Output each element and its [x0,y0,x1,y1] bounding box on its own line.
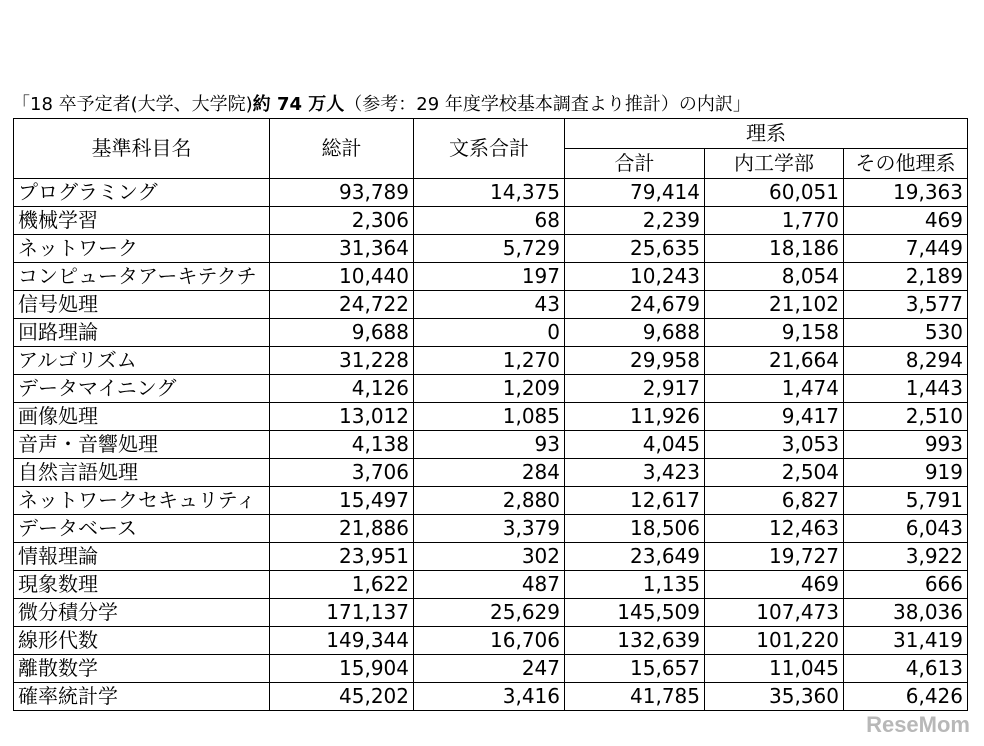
subject-name-cell: 機械学習 [14,207,270,235]
science-total-cell: 9,688 [565,319,705,347]
engineering-cell: 2,504 [705,459,844,487]
engineering-cell: 9,417 [705,403,844,431]
total-cell: 13,012 [270,403,414,431]
engineering-cell: 21,102 [705,291,844,319]
table-row [14,599,968,627]
other-science-cell: 6,043 [844,515,968,543]
total-cell: 10,440 [270,263,414,291]
total-cell: 171,137 [270,599,414,627]
humanities-total-cell: 0 [414,319,565,347]
table-row [14,459,968,487]
table-row [14,683,968,711]
other-science-cell: 2,510 [844,403,968,431]
other-science-cell: 993 [844,431,968,459]
watermark-logo: ReseMom [866,712,970,737]
table-row [14,543,968,571]
table-row [14,627,968,655]
science-total-cell: 15,657 [565,655,705,683]
other-science-cell: 8,294 [844,347,968,375]
total-cell: 15,497 [270,487,414,515]
other-science-cell: 38,036 [844,599,968,627]
other-science-cell: 3,577 [844,291,968,319]
total-cell: 31,364 [270,235,414,263]
science-total-cell: 79,414 [565,179,705,207]
header-subject: 基準科目名 [14,119,270,179]
table-row [14,375,968,403]
header-science-total: 合計 [565,149,705,179]
science-total-cell: 145,509 [565,599,705,627]
total-cell: 24,722 [270,291,414,319]
total-cell: 2,306 [270,207,414,235]
table-row [14,431,968,459]
breakdown-table [13,118,968,711]
subject-name-cell: 微分積分学 [14,599,270,627]
engineering-cell: 1,770 [705,207,844,235]
subject-name-cell: データマイニング [14,375,270,403]
engineering-cell: 35,360 [705,683,844,711]
total-cell: 31,228 [270,347,414,375]
subject-name-cell: ネットワーク [14,235,270,263]
subject-name-cell: 音声・音響処理 [14,431,270,459]
table-row [14,291,968,319]
engineering-cell: 1,474 [705,375,844,403]
science-total-cell: 3,423 [565,459,705,487]
humanities-total-cell: 1,209 [414,375,565,403]
header-total: 総計 [270,119,414,179]
humanities-total-cell: 25,629 [414,599,565,627]
engineering-cell: 12,463 [705,515,844,543]
humanities-total-cell: 487 [414,571,565,599]
humanities-total-cell: 2,880 [414,487,565,515]
science-total-cell: 25,635 [565,235,705,263]
engineering-cell: 3,053 [705,431,844,459]
table-row [14,235,968,263]
humanities-total-cell: 16,706 [414,627,565,655]
table-row [14,263,968,291]
table-row [14,487,968,515]
subject-name-cell: 情報理論 [14,543,270,571]
other-science-cell: 919 [844,459,968,487]
science-total-cell: 1,135 [565,571,705,599]
other-science-cell: 666 [844,571,968,599]
total-cell: 93,789 [270,179,414,207]
total-cell: 9,688 [270,319,414,347]
subject-name-cell: 自然言語処理 [14,459,270,487]
science-total-cell: 24,679 [565,291,705,319]
engineering-cell: 21,664 [705,347,844,375]
other-science-cell: 469 [844,207,968,235]
subject-name-cell: ネットワークセキュリティ [14,487,270,515]
header-science: 理系 [565,119,968,149]
other-science-cell: 19,363 [844,179,968,207]
subject-name-cell: 信号処理 [14,291,270,319]
subject-name-cell: データベース [14,515,270,543]
total-cell: 23,951 [270,543,414,571]
other-science-cell: 4,613 [844,655,968,683]
science-total-cell: 41,785 [565,683,705,711]
table-row [14,571,968,599]
total-cell: 4,138 [270,431,414,459]
humanities-total-cell: 68 [414,207,565,235]
subject-name-cell: 離散数学 [14,655,270,683]
humanities-total-cell: 197 [414,263,565,291]
table-row [14,347,968,375]
subject-name-cell: 確率統計学 [14,683,270,711]
other-science-cell: 5,791 [844,487,968,515]
humanities-total-cell: 14,375 [414,179,565,207]
science-total-cell: 11,926 [565,403,705,431]
subject-name-cell: 回路理論 [14,319,270,347]
science-total-cell: 2,239 [565,207,705,235]
table-row [14,207,968,235]
engineering-cell: 101,220 [705,627,844,655]
header-engineering: 内工学部 [705,149,844,179]
table-header [14,119,968,179]
humanities-total-cell: 302 [414,543,565,571]
humanities-total-cell: 1,085 [414,403,565,431]
engineering-cell: 469 [705,571,844,599]
other-science-cell: 530 [844,319,968,347]
other-science-cell: 31,419 [844,627,968,655]
humanities-total-cell: 3,379 [414,515,565,543]
table-row [14,179,968,207]
humanities-total-cell: 247 [414,655,565,683]
total-cell: 4,126 [270,375,414,403]
subject-name-cell: コンピュータアーキテクチ [14,263,270,291]
engineering-cell: 8,054 [705,263,844,291]
caption-suffix: （参考：29 年度学校基本調査より推計）の内訳」 [344,94,751,115]
subject-name-cell: 線形代数 [14,627,270,655]
subject-name-cell: 現象数理 [14,571,270,599]
science-total-cell: 2,917 [565,375,705,403]
table-row [14,515,968,543]
humanities-total-cell: 5,729 [414,235,565,263]
caption-highlight: 約 74 万人 [252,94,345,115]
science-total-cell: 4,045 [565,431,705,459]
total-cell: 149,344 [270,627,414,655]
caption-prefix: 「18 卒予定者(大学、大学院) [12,94,253,115]
science-total-cell: 18,506 [565,515,705,543]
total-cell: 45,202 [270,683,414,711]
engineering-cell: 6,827 [705,487,844,515]
header-other-science: その他理系 [844,149,968,179]
table-caption [12,90,751,116]
engineering-cell: 107,473 [705,599,844,627]
engineering-cell: 60,051 [705,179,844,207]
total-cell: 3,706 [270,459,414,487]
other-science-cell: 1,443 [844,375,968,403]
humanities-total-cell: 93 [414,431,565,459]
science-total-cell: 132,639 [565,627,705,655]
total-cell: 15,904 [270,655,414,683]
humanities-total-cell: 3,416 [414,683,565,711]
other-science-cell: 2,189 [844,263,968,291]
science-total-cell: 10,243 [565,263,705,291]
engineering-cell: 19,727 [705,543,844,571]
header-humanities-total: 文系合計 [414,119,565,179]
subject-name-cell: 画像処理 [14,403,270,431]
table-row [14,655,968,683]
total-cell: 1,622 [270,571,414,599]
table-row [14,403,968,431]
engineering-cell: 11,045 [705,655,844,683]
other-science-cell: 3,922 [844,543,968,571]
other-science-cell: 7,449 [844,235,968,263]
table-row [14,319,968,347]
humanities-total-cell: 43 [414,291,565,319]
subject-name-cell: アルゴリズム [14,347,270,375]
table-body [14,179,968,711]
science-total-cell: 29,958 [565,347,705,375]
engineering-cell: 9,158 [705,319,844,347]
science-total-cell: 23,649 [565,543,705,571]
total-cell: 21,886 [270,515,414,543]
science-total-cell: 12,617 [565,487,705,515]
other-science-cell: 6,426 [844,683,968,711]
engineering-cell: 18,186 [705,235,844,263]
subject-name-cell: プログラミング [14,179,270,207]
humanities-total-cell: 284 [414,459,565,487]
humanities-total-cell: 1,270 [414,347,565,375]
